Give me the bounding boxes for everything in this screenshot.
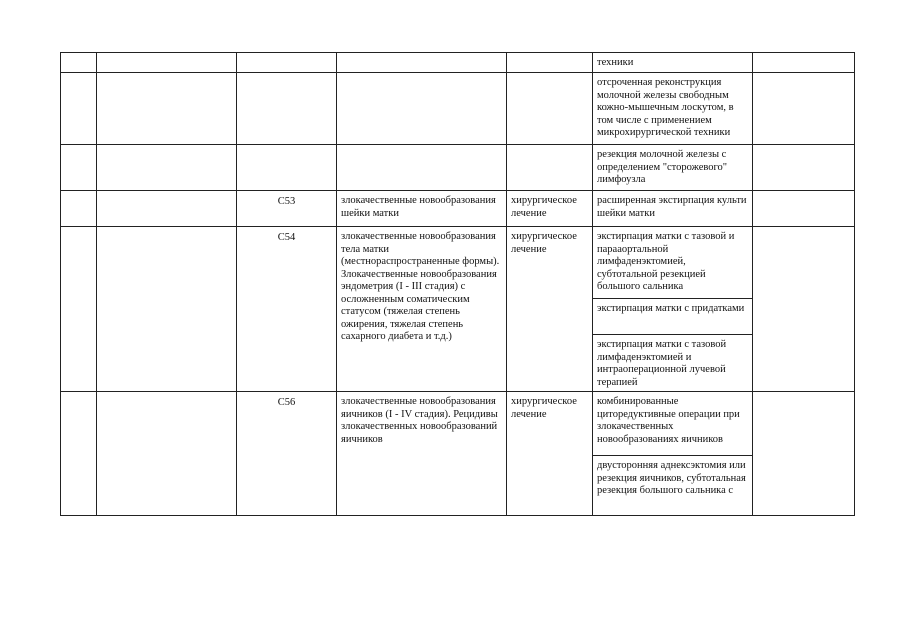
- cell-type: [507, 145, 593, 191]
- cell-treatment: экстирпация матки с придатками: [593, 299, 753, 335]
- cell-type: хирургическое лечение: [507, 227, 593, 392]
- cell-diagnosis: злокачественные новообразования шейки матки: [337, 191, 507, 227]
- cell-group: [97, 145, 237, 191]
- cell-number: [61, 227, 97, 392]
- document-table: [60, 52, 855, 516]
- cell-treatment: двусторонняя аднексэктомия или резекция яичников, субтотальная резекция большого сальника с: [593, 456, 753, 516]
- cell-code: C56: [237, 392, 337, 516]
- cell-extra: [753, 191, 855, 227]
- table-row: [61, 227, 855, 299]
- cell-number: [61, 191, 97, 227]
- cell-treatment: экстирпация матки с тазовой лимфаденэктомией и интраоперационной лучевой терапией: [593, 335, 753, 392]
- cell-treatment: комбинированные циторедуктивные операции при злокачественных новообразованиях яичников: [593, 392, 753, 456]
- cell-diagnosis: [337, 53, 507, 73]
- cell-code: C53: [237, 191, 337, 227]
- table-row: [61, 191, 855, 227]
- cell-extra: [753, 392, 855, 516]
- cell-extra: [753, 227, 855, 392]
- cell-number: [61, 145, 97, 191]
- cell-number: [61, 73, 97, 145]
- cell-diagnosis: злокачественные новообразования яичников (I - IV стадия). Рецидивы злокачественных новообразований яичников: [337, 392, 507, 516]
- cell-treatment: техники: [593, 53, 753, 73]
- cell-type: [507, 53, 593, 73]
- cell-code: [237, 53, 337, 73]
- cell-diagnosis: [337, 145, 507, 191]
- cell-code: [237, 73, 337, 145]
- cell-extra: [753, 145, 855, 191]
- cell-diagnosis: [337, 73, 507, 145]
- cell-diagnosis: злокачественные новообразования тела матки (местнораспространенные формы). Злокачественные новообразования эндометрия (I - III стадия) с осложненным соматическим статусом (тяжелая степень ожирения, тяжелая степень сахарного диабета и т.д.): [337, 227, 507, 392]
- table-row: [61, 73, 855, 145]
- cell-code: C54: [237, 227, 337, 392]
- cell-group: [97, 73, 237, 145]
- cell-type: [507, 73, 593, 145]
- cell-number: [61, 53, 97, 73]
- cell-treatment: расширенная экстирпация культи шейки матки: [593, 191, 753, 227]
- cell-group: [97, 227, 237, 392]
- cell-group: [97, 191, 237, 227]
- cell-extra: [753, 73, 855, 145]
- cell-type: хирургическое лечение: [507, 392, 593, 516]
- cell-extra: [753, 53, 855, 73]
- cell-group: [97, 53, 237, 73]
- cell-number: [61, 392, 97, 516]
- table-row: [61, 145, 855, 191]
- cell-treatment: резекция молочной железы с определением "сторожевого" лимфоузла: [593, 145, 753, 191]
- cell-code: [237, 145, 337, 191]
- table-row: [61, 392, 855, 456]
- cell-treatment: отсроченная реконструкция молочной железы свободным кожно-мышечным лоскутом, в том числе с применением микрохирургической техники: [593, 73, 753, 145]
- cell-group: [97, 392, 237, 516]
- cell-type: хирургическое лечение: [507, 191, 593, 227]
- table-row: [61, 53, 855, 73]
- cell-treatment: экстирпация матки с тазовой и парааортальной лимфаденэктомией, субтотальной резекцией большого сальника: [593, 227, 753, 299]
